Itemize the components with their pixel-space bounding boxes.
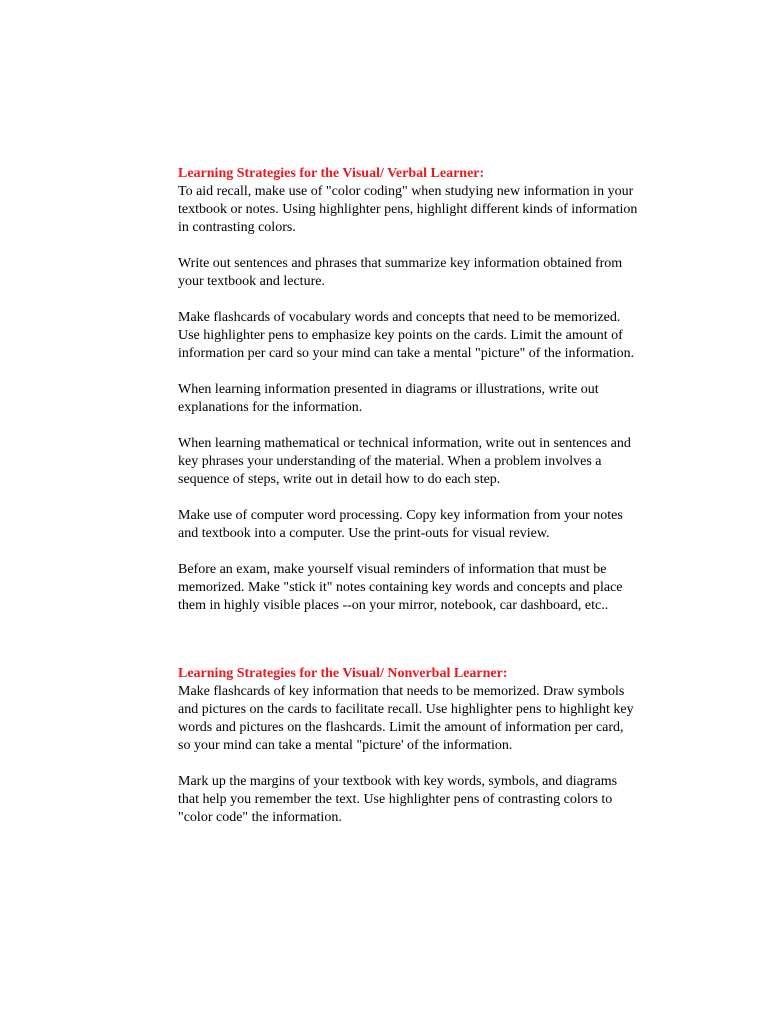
paragraph: Make flashcards of vocabulary words and concepts that need to be memorized. Use highlighter pens to emphasize key points on the cards. Limit the amount of information per card so your mind can take a mental "picture" of the information. <box>178 310 635 361</box>
section-visual-nonverbal <box>178 665 638 827</box>
paragraph: Make use of computer word processing. Copy key information from your notes and textbook into a computer. Use the print-outs for visual review. <box>178 508 623 541</box>
paragraph: Mark up the margins of your textbook with key words, symbols, and diagrams that help you remember the text. Use highlighter pens of contrasting colors to "color code" the information. <box>178 774 618 825</box>
paragraph: Write out sentences and phrases that summarize key information obtained from your textbook and lecture. <box>178 256 623 289</box>
paragraph: To aid recall, make use of "color coding" when studying new information in your textbook or notes. Using highlighter pens, highlight different kinds of information in contrasting colors. <box>178 184 638 235</box>
paragraph: Before an exam, make yourself visual reminders of information that must be memorized. Make "stick it" notes containing key words and concepts and place them in highly visible places --on your mirror, notebook, car dashboard, etc.. <box>178 562 623 613</box>
section-visual-verbal <box>178 165 638 615</box>
document-page <box>178 165 638 827</box>
paragraph: When learning mathematical or technical information, write out in sentences and key phrases your understanding of the material. When a problem involves a sequence of steps, write out in detail how to do each step. <box>178 436 631 487</box>
paragraph: Make flashcards of key information that needs to be memorized. Draw symbols and pictures on the cards to facilitate recall. Use highlighter pens to highlight key words and pictures on the flashcards. Limit the amount of information per card, so your mind can take a mental "picture' of the information. <box>178 684 634 753</box>
section-heading: Learning Strategies for the Visual/ Verbal Learner: <box>178 166 485 181</box>
paragraph: When learning information presented in diagrams or illustrations, write out explanations for the information. <box>178 382 599 415</box>
section-heading: Learning Strategies for the Visual/ Nonverbal Learner: <box>178 666 508 681</box>
